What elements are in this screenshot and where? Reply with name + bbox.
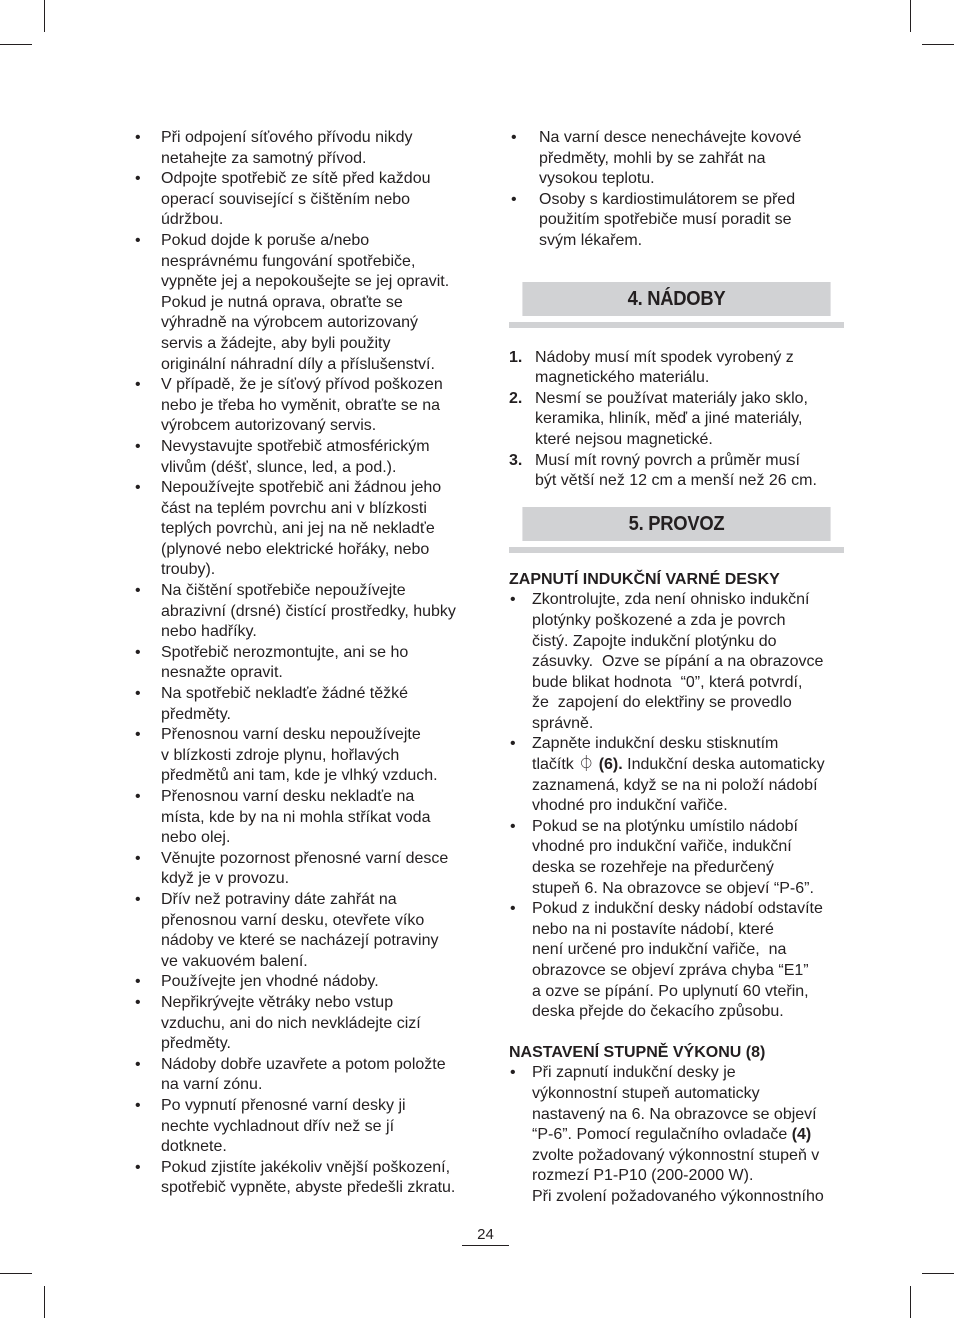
list-item-line: • Pokud dojde k poruše a/nebo (161, 231, 370, 249)
crop-mark (910, 1286, 911, 1318)
list-item-line: obrazovce se objeví zpráva chyba “E1” (532, 962, 809, 979)
list-item-line: nebo na ni postavíte nádobí, které (532, 920, 774, 938)
list-item-line: předměty, mohli by se zahřát na (539, 149, 766, 167)
list-item-line: nesprávnému fungování spotřebiče, (161, 252, 416, 270)
list-item (509, 590, 844, 734)
crop-mark (0, 1273, 32, 1274)
list-item (509, 899, 844, 1023)
list-item-line: • Odpojte spotřebič ze sítě před každou (161, 170, 431, 188)
list-item-line: čistý. Zapojte indukční plotýnku do (532, 632, 777, 650)
section-heading-operation: 5. PROVOZ (522, 507, 830, 541)
list-item-line: trouby). (161, 561, 216, 579)
list-item-line: na varní zónu. (161, 1076, 263, 1094)
list-item-line: • Věnujte pozornost přenosné varní desce (161, 849, 449, 867)
list-item-line: originální náhradní díly a příslušenství. (161, 355, 435, 373)
list-item-line: • V případě, že je síťový přívod poškozen (161, 376, 443, 394)
list-item-line: • Při zapnutí indukční desky je (532, 1064, 736, 1082)
section-heading-cookware: 4. NÁDOBY (522, 282, 830, 316)
list-item-line: vzduchu, ani do nich nevkládejte cizí (161, 1014, 421, 1032)
item-number: 1. (509, 348, 523, 366)
list-item-line: údržbou. (161, 211, 224, 229)
switch-on-list (509, 590, 844, 1022)
numbered-item (509, 389, 844, 451)
list-item-line: rozmezí P1-P10 (200-2000 W). (532, 1167, 754, 1185)
list-item-line: • Zkontrolujte, zda není ohnisko indukční (532, 591, 810, 609)
list-item-line: • Pokud se na plotýnku umístilo nádobí (532, 817, 798, 835)
list-item-line: použitím spotřebiče musí poradit se (539, 211, 792, 229)
list-item (130, 684, 475, 725)
list-item-line: • Dřív než potraviny dáte zahřát na (161, 890, 397, 908)
list-item-line: bude blikat hodnota “0”, která potvrdí, (532, 673, 803, 691)
list-item-line: • Osoby s kardiostimulátorem se před (539, 190, 796, 208)
list-item-line: nesnažte opravit. (161, 664, 283, 682)
list-item (509, 128, 844, 190)
list-item-line: nádoby ve které se nacházejí potraviny (161, 932, 439, 950)
numbered-item-line: které nejsou magnetické. (535, 430, 713, 448)
list-item-line: (plynové nebo elektrické hořáky, nebo (161, 540, 430, 558)
list-item-line: • Nádoby dobře uzavřete a potom položte (161, 1055, 446, 1073)
list-item-line: zásuvky. Ozve se pípání a na obrazovce (532, 653, 824, 671)
list-item-line: • Na spotřebič nekladťe žádné těžké (161, 685, 409, 703)
list-item (130, 643, 475, 684)
list-item (130, 993, 475, 1055)
crop-mark (922, 44, 954, 45)
list-item (509, 1063, 844, 1207)
list-item-line: výkonnostní stupeň automaticky (532, 1084, 760, 1102)
page-number-rule (462, 1245, 509, 1246)
list-item-line: • Pokud zjistíte jakékoliv vnější poškození, (161, 1158, 451, 1176)
list-item-line: operací související s čištěním nebo (161, 190, 411, 208)
list-item-line: zvolte požadovaný výkonnostní stupeň v (532, 1146, 820, 1164)
list-item-line: nebo je třeba ho vyměnit, obraťte se na (161, 396, 441, 414)
list-item (130, 1055, 475, 1096)
list-item-line: • Nepřikrývejte větráky nebo vstup (161, 993, 394, 1011)
page-number: 24 (477, 1226, 494, 1243)
list-item-line: část na teplém povrchu ani v blízkosti (161, 499, 427, 517)
list-item-line: ve vakuovém balení. (161, 952, 308, 970)
list-item-line: servis a žádejte, aby byli použity (161, 334, 391, 352)
list-item-line: • Nepoužívejte spotřebič ani žádnou jeho (161, 479, 442, 497)
numbered-item-line: magnetického materiálu. (535, 369, 710, 387)
list-item-line: nastavený na 6. Na obrazovce se objeví (532, 1105, 817, 1123)
list-item-line: není určené pro indukční vařiče, na (532, 941, 787, 959)
list-item-line: správně. (532, 714, 594, 732)
subheading-power-level: NASTAVENÍ STUPNĚ VÝKONU (8) (509, 1043, 766, 1061)
list-item-line: výhradně na výrobcem autorizovaný (161, 314, 419, 332)
crop-mark (44, 1286, 45, 1318)
list-item (130, 890, 475, 972)
list-item-line: předměty. (161, 705, 231, 723)
list-item-line: vhodné pro indukční vařiče. (532, 797, 728, 815)
list-item-line: • Na varní desce nenechávejte kovové (539, 129, 802, 146)
list-item-line: • Přenosnou varní desku nekladťe na (161, 788, 415, 805)
list-item-line: vysokou teplotu. (539, 170, 655, 188)
list-item-line: předmětů ani tam, kde je vlhký vzduch. (161, 767, 438, 785)
list-item-line: • Na čištění spotřebiče nepoužívejte (161, 582, 406, 600)
list-item-line: výrobcem autorizovaný servis. (161, 417, 377, 435)
list-item-line: nebo olej. (161, 829, 231, 847)
list-item (509, 817, 844, 899)
numbered-item-line: Musí mít rovný povrch a průměr musí (535, 451, 800, 469)
list-item-line: tlačítk ⏀ (6). Indukční deska automaticky (532, 756, 825, 774)
list-item-line: svým lékařem. (539, 231, 643, 249)
list-item-line: abrazivní (drsné) čistící prostředky, hubky (161, 602, 456, 620)
list-item (130, 128, 475, 169)
list-item (130, 1096, 475, 1158)
section-heading-rule (509, 322, 844, 328)
left-column (130, 128, 475, 1199)
warning-list (509, 128, 844, 252)
list-item-line: a ozve se pípání. Po uplynutí 60 vteřin, (532, 982, 809, 1000)
list-item-line: Pokud je nutná oprava, obraťte se (161, 293, 403, 311)
numbered-item (509, 451, 844, 492)
item-number: 3. (509, 451, 523, 469)
list-item-line: přenosnou varní desku, otevřete víko (161, 911, 425, 929)
list-item-line: deska se rozehřeje na předurčený (532, 859, 774, 877)
power-level-list (509, 1063, 844, 1207)
list-item-line: • Nevystavujte spotřebič atmosférickým (161, 437, 430, 455)
list-item (130, 725, 475, 787)
subheading-switch-on: ZAPNUTÍ INDUKČNÍ VARNÉ DESKY (509, 570, 780, 588)
list-item (130, 437, 475, 478)
list-item-line: spotřebič vypněte, abyste předešli zkratu. (161, 1179, 456, 1197)
right-column (509, 128, 844, 1208)
list-item (130, 478, 475, 581)
list-item-line: stupeň 6. Na obrazovce se objeví “P-6”. (532, 879, 814, 897)
crop-mark (0, 44, 32, 45)
list-item (130, 787, 475, 849)
list-item (130, 231, 475, 375)
list-item (130, 581, 475, 643)
list-item-line: zaznamená, když se na ni položí nádobí (532, 776, 818, 794)
list-item-line: nebo hadříky. (161, 623, 257, 641)
list-item (130, 375, 475, 437)
numbered-item-line: být větší než 12 cm a menší než 26 cm. (535, 472, 817, 490)
list-item-line: vhodné pro indukční vařiče, indukční (532, 838, 792, 856)
cookware-requirements-list (509, 348, 844, 492)
list-item-line: • Zapněte indukční desku stisknutím (532, 735, 779, 753)
list-item-line: • Přenosnou varní desku nepoužívejte (161, 726, 421, 744)
list-item-line: Při zvolení požadovaného výkonnostního (532, 1187, 824, 1205)
list-item (130, 1158, 475, 1199)
list-item-line: netahejte za samotný přívod. (161, 149, 367, 167)
numbered-item (509, 348, 844, 389)
list-item-line: • Při odpojení síťového přívodu nikdy (161, 129, 413, 146)
numbered-item-line: Nesmí se používat materiály jako sklo, (535, 389, 808, 407)
list-item-line: dotknete. (161, 1138, 227, 1156)
list-item-line: • Spotřebič nerozmontujte, ani se ho (161, 643, 409, 661)
numbered-item-line: Nádoby musí mít spodek vyrobený z (535, 348, 794, 366)
list-item (509, 734, 844, 816)
list-item-line: vlivům (déšť, slunce, led, a pod.). (161, 458, 397, 476)
list-item-line: když je v provozu. (161, 870, 290, 888)
list-item-line: že zapojení do elektřiny se provedlo (532, 694, 792, 712)
item-number: 2. (509, 389, 523, 407)
list-item-line: nechte vychladnout dřív než se jí (161, 1117, 395, 1135)
safety-list (130, 128, 475, 1199)
numbered-item-line: keramika, hliník, měď a jiné materiály, (535, 410, 803, 428)
list-item-line: plotýnky poškozené a zda je povrch (532, 611, 786, 629)
list-item-line: teplých povrchù, ani jej na ně nekladťe (161, 520, 435, 538)
list-item-line: místa, kde by na ni mohla stříkat voda (161, 808, 431, 826)
list-item (130, 849, 475, 890)
list-item-line: předměty. (161, 1035, 231, 1053)
list-item-line: vypněte jej a nepokoušejte se jej opravit. (161, 273, 450, 291)
list-item-line: “P-6”. Pomocí regulačního ovladače (4) (532, 1126, 812, 1144)
list-item-line: v blízkosti zdroje plynu, hořlavých (161, 746, 400, 764)
crop-mark (44, 0, 45, 32)
list-item-line: • Pokud z indukční desky nádobí odstavíte (532, 900, 823, 918)
list-item (130, 169, 475, 231)
list-item (509, 190, 844, 252)
list-item-line: • Používejte jen vhodné nádoby. (161, 973, 379, 991)
list-item-line: deska přejde do čekacího způsobu. (532, 1003, 784, 1021)
list-item-line: • Po vypnutí přenosné varní desky ji (161, 1096, 406, 1114)
crop-mark (922, 1273, 954, 1274)
crop-mark (910, 0, 911, 32)
section-heading-rule (509, 547, 844, 553)
list-item (130, 972, 475, 993)
